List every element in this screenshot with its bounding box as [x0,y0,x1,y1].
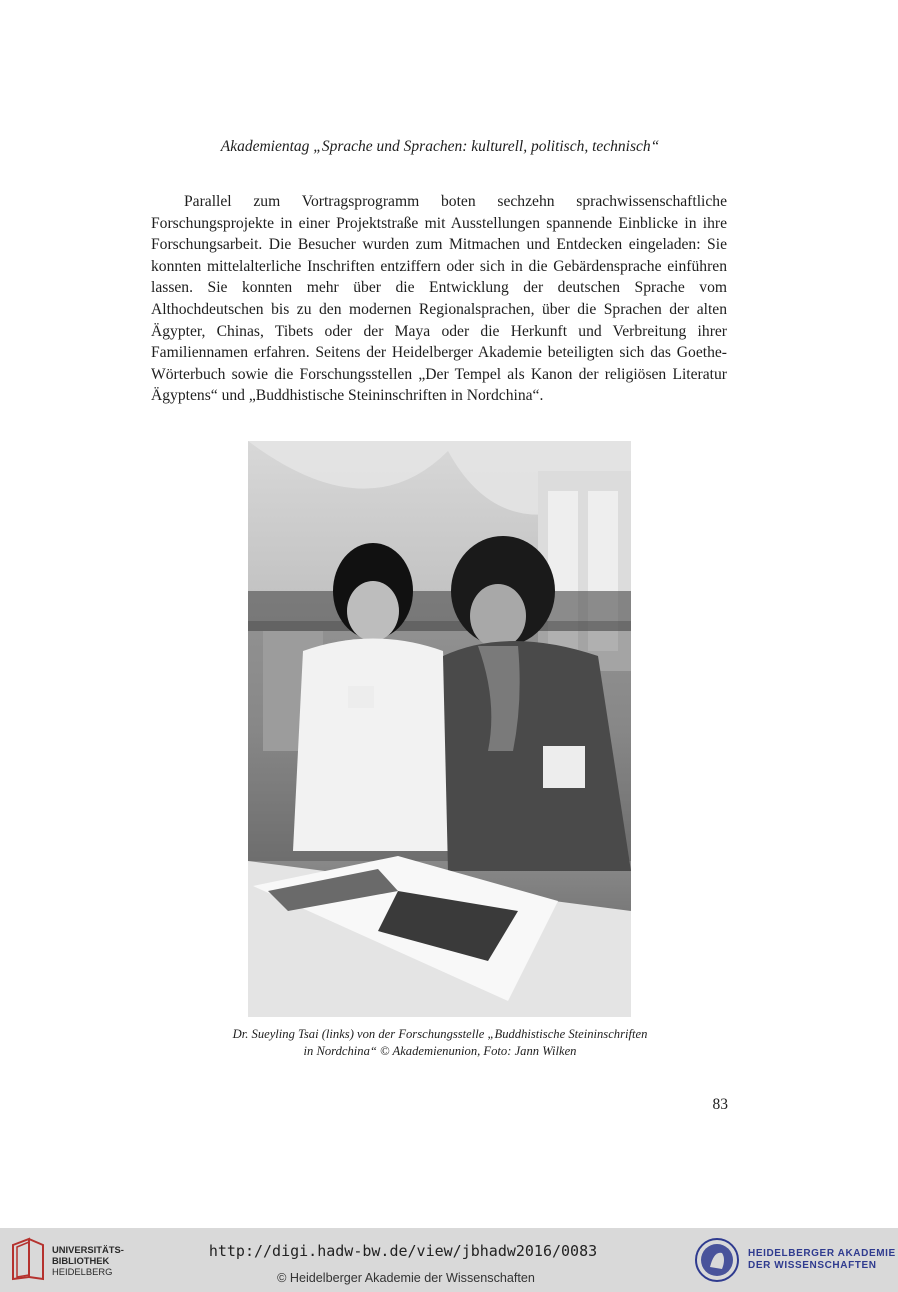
copyright-notice: © Heidelberger Akademie der Wissenschaften [277,1271,535,1285]
figure-caption [160,1026,720,1060]
document-url-link[interactable]: http://digi.hadw-bw.de/view/jbhadw2016/0083 [208,1242,598,1260]
page-number: 83 [712,1096,728,1113]
academy-name[interactable]: HEIDELBERGER AKADEMIE DER WISSENSCHAFTEN [748,1248,896,1271]
university-library-name[interactable]: UNIVERSITÄTS- BIBLIOTHEK HEIDELBERG [52,1244,124,1277]
footer-bar [0,1228,898,1292]
body-paragraph: Parallel zum Vortragsprogramm boten sechzehn sprachwissenschaftliche Forschungsprojekte in einer Projektstraße mit Ausstellungen spannende Einblicke in ihre Forschungsarbeit. Die Besucher wurden zum Mitmachen und Entdecken eingeladen: Sie konnten mittelalterliche Inschriften entziffern oder sich in die Gebärdensprache einführen lassen. Sie konnten mehr über die Entwicklung der deutschen Sprache vom Althochdeutschen bis zu den modernen Regionalsprachen, über die Sprachen der alten Ägypter, Chinas, Tibets oder der Maya oder die Herkunft und Verbreitung ihrer Familiennamen erfahren. Seitens der Heidelberger Akademie beteiligten sich das Goethe-Wörterbuch sowie die Forschungsstellen „Der Tempel als Kanon der religiösen Literatur Ägyptens“ und „Buddhistische Steininschriften in Nordchina“. [151,193,727,405]
photo [248,441,631,1017]
academy-seal-icon[interactable] [694,1237,740,1283]
running-title: Akademientag „Sprache und Sprachen: kulturell, politisch, technisch“ [220,138,660,155]
caption-line: in Nordchina“ © Akademienunion, Foto: Jann Wilken [303,1044,577,1058]
body-text [151,191,727,407]
caption-line: Dr. Sueyling Tsai (links) von der Forschungsstelle „Buddhistische Steininschriften [232,1027,648,1041]
